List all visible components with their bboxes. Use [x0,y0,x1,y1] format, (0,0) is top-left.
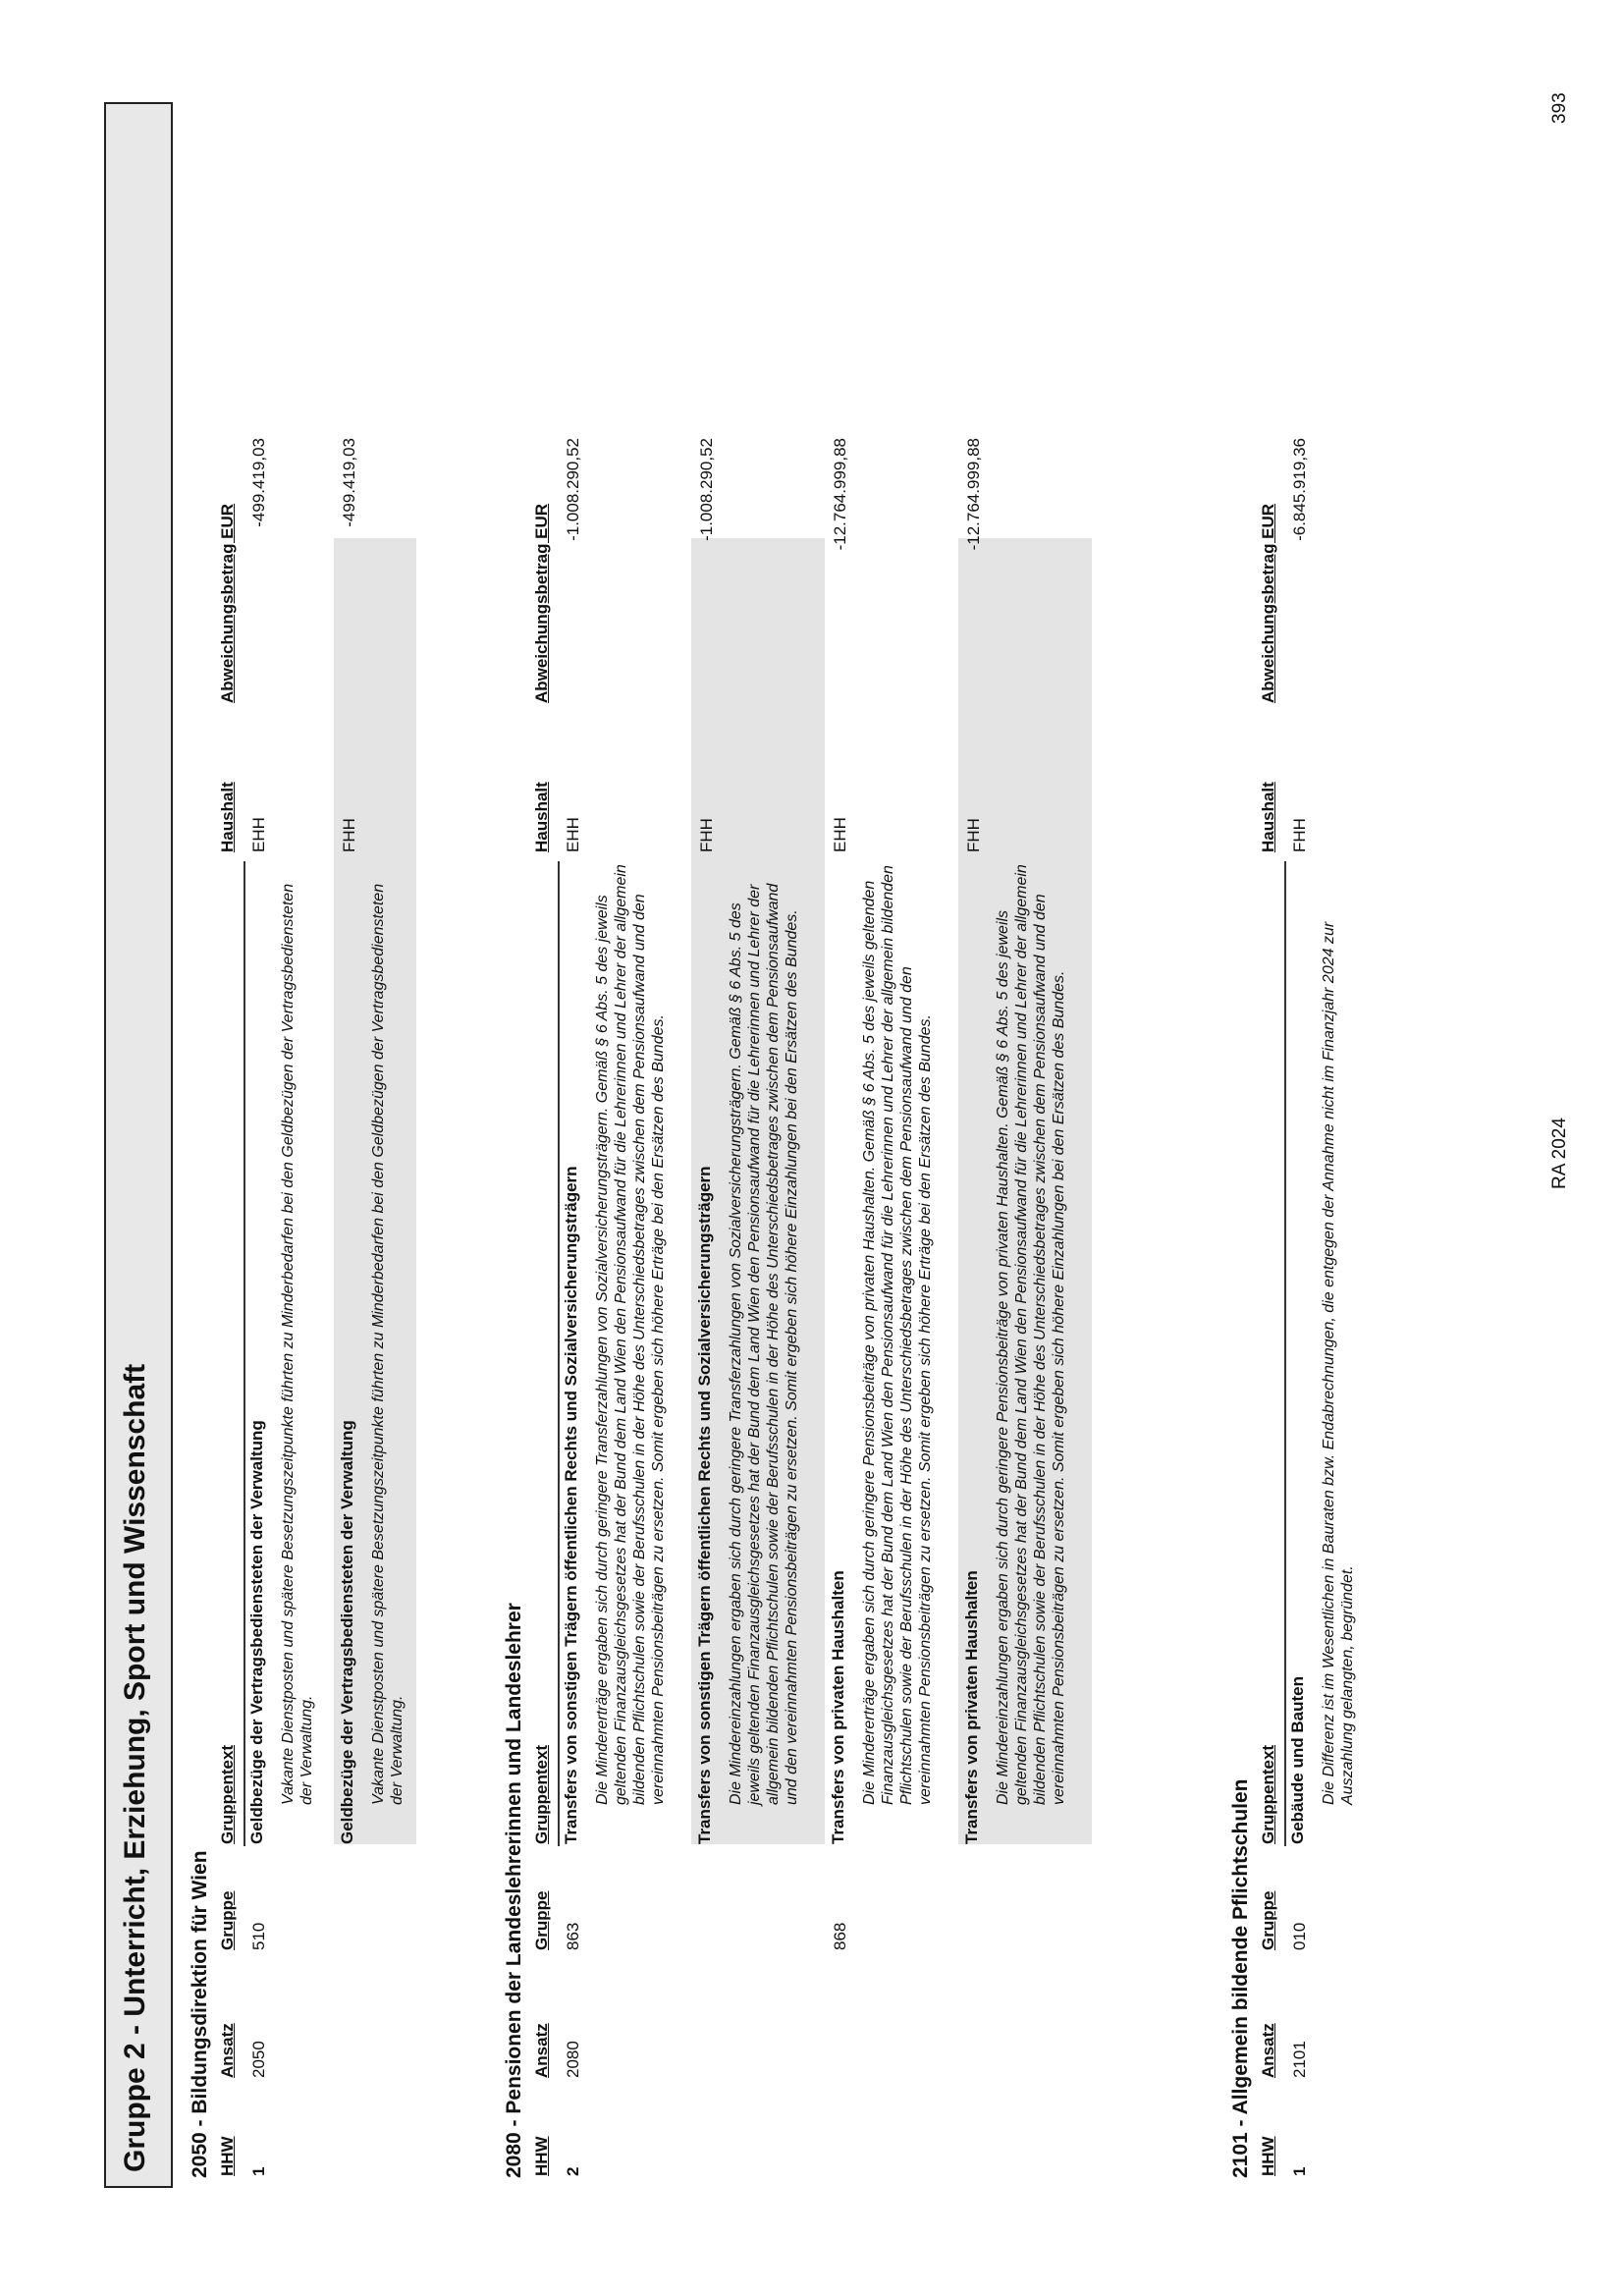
col-hhw: HHW [218,2136,237,2176]
row-text: Die Mindereinzahlungen ergaben sich durch geringere Pensionsbeiträge von privaten Haushalten. Gemäß § 6 Abs. 5 des jeweils geltenden Finanzausgleichsgesetzes hat der Bund dem Land Wien den Pensionsaufwand für die Lehrerinnen und Lehrer der allgemein bildenden Pflichtschulen sowie der Berufsschulen in der Höhe des Unterschiedsbetrages zwischen dem Pensionsaufwand und den vereinnahmten Pensionsbeiträgen zu ersetzen. Somit ergeben sich höhere Einzahlungen bei den Ersätzen des Bundes. [995,864,1067,1805]
row-title: Transfers von privaten Haushalten [962,1570,981,1844]
col-hhw: HHW [532,2136,551,2176]
row-title: Transfers von sonstigen Trägern öffentlichen Rechts und Sozialversicherungsträgern [562,1166,580,1844]
haushalt-value: FHH [697,818,716,852]
column-header-row [528,106,558,2188]
column-header-row [1255,106,1284,2188]
haushalt-value: FHH [964,818,983,852]
table-row [334,438,416,1844]
haushalt-value: EHH [831,817,849,852]
col-ansatz: Ansatz [532,2023,551,2078]
gruppe-value: 010 [1290,1922,1309,1950]
col-gruppentext: Gruppentext [532,1744,551,1844]
betrag-value: -1.008.290,52 [697,438,716,541]
column-header-row [214,106,244,2188]
hhw-value: 2 [564,2166,582,2176]
table-row [244,106,334,2188]
haushalt-value: FHH [340,818,358,852]
haushalt-value: EHH [564,817,582,852]
col-betrag: Abweichungsbetrag EUR [218,503,237,703]
col-betrag: Abweichungsbetrag EUR [1259,503,1277,703]
col-gruppe: Gruppe [1259,1890,1277,1950]
footer-label: RA 2024 [1549,1118,1570,1189]
row-text: Die Mindereinzahlungen ergaben sich durch geringere Transferzahlungen von Sozialversicherungsträgern. Gemäß § 6 Abs. 5 des jeweils geltenden Finanzausgleichsgesetzes hat der Bund dem Land Wien den Pensionsaufwand für die Lehrerinnen und Lehrer der allgemein bildenden Pflichtschulen sowie der Berufsschulen in der Höhe des Unterschiedsbetrages zwischen dem Pensionsaufwand und den vereinnahmten Pensionsbeiträgen zu ersetzen. Somit ergeben sich höhere Einzahlungen bei den Ersätzen des Bundes. [728,883,800,1805]
page-number: 393 [1549,92,1570,124]
col-gruppentext: Gruppentext [1259,1744,1277,1844]
section-title: 2101 - Allgemein bildende Pflichtschulen [1229,1778,1252,2178]
haushalt-value: FHH [1290,818,1309,852]
table-row [691,438,825,1844]
betrag-value: -12.764.999,88 [964,438,983,551]
col-betrag: Abweichungsbetrag EUR [532,503,551,703]
col-gruppe: Gruppe [218,1890,237,1950]
betrag-value: -499.419,03 [249,438,268,527]
table-row [825,106,958,2188]
section-title: 2080 - Pensionen der Landeslehrerinnen und Landeslehrer [503,1603,525,2178]
col-haushalt: Haushalt [532,782,551,852]
col-ansatz: Ansatz [1259,2023,1277,2078]
betrag-value: -1.008.290,52 [564,438,582,541]
section-2101 [1227,106,1375,2188]
col-gruppentext: Gruppentext [218,1744,237,1844]
section-title: 2050 - Bildungsdirektion für Wien [189,1850,211,2178]
ansatz-value: 2050 [249,2041,268,2078]
gruppe-value: 510 [249,1922,268,1950]
table-row [1284,106,1375,2188]
row-text: Die Mindererträge ergaben sich durch geringere Transferzahlungen von Sozialversicherungsträgern. Gemäß § 6 Abs. 5 des jeweils geltenden Finanzausgleichsgesetzes hat der Bund dem Land Wien den Pensionsaufwand für die Lehrerinnen und Lehrer der allgemein bildenden Pflichtschulen sowie der Berufsschulen in der Höhe des Unterschiedsbetrages zwischen dem Pensionsaufwand und den vereinnahmten Pensionsbeiträgen zu ersetzen. Somit ergeben sich höhere Erträge bei den Ersätzen des Bundes. [594,864,667,1805]
hhw-value: 1 [1290,2166,1309,2176]
row-title: Geldbezüge der Vertragsbediensteten der Verwaltung [247,1420,266,1844]
ansatz-value: 2101 [1290,2041,1309,2078]
col-haushalt: Haushalt [218,782,237,852]
row-title: Gebäude und Bauten [1288,1676,1307,1844]
haushalt-value: EHH [249,817,268,852]
col-gruppe: Gruppe [532,1890,551,1950]
gruppe-value: 868 [831,1922,849,1950]
betrag-value: -12.764.999,88 [831,438,849,551]
row-text: Die Mindererträge ergaben sich durch geringere Pensionsbeiträge von privaten Haushalten. Gemäß § 6 Abs. 5 des jeweils geltenden Finanzausgleichsgesetzes hat der Bund dem Land Wien den Pensionsaufwand für die Lehrerinnen und Lehrer der allgemein bildenden Pflichtschulen sowie der Berufsschulen in der Höhe des Unterschiedsbetrages zwischen dem Pensionsaufwand und den vereinnahmten Pensionsbeiträgen zu ersetzen. Somit ergeben sich höhere Erträge bei den Ersätzen des Bundes. [861,865,934,1805]
table-row [958,438,1092,1844]
col-ansatz: Ansatz [218,2023,237,2078]
table-row [558,106,691,2188]
row-text: Vakante Dienstposten und spätere Besetzungszeitpunkte führten zu Minderbedarfen bei den Geldbezügen der Vertragsbediensteten der Verwaltung. [280,883,315,1805]
gruppe-value: 863 [564,1922,582,1950]
row-title: Transfers von sonstigen Trägern öffentlichen Rechts und Sozialversicherungsträgern [695,1166,714,1844]
row-title: Transfers von privaten Haushalten [829,1570,847,1844]
section-2080 [501,106,1092,2188]
row-text: Vakante Dienstposten und spätere Besetzungszeitpunkte führten zu Minderbedarfen bei den Geldbezügen der Vertragsbediensteten der Verwaltung. [370,883,406,1805]
row-title: Geldbezüge der Vertragsbediensteten der Verwaltung [338,1420,356,1844]
col-haushalt: Haushalt [1259,782,1277,852]
col-hhw: HHW [1259,2136,1277,2176]
row-text: Die Differenz ist im Wesentlichen in Bauraten bzw. Endabrechnungen, die entgegen der Annahme nicht im Finanzjahr 2024 zur Auszahlung gelangten, begründet. [1321,921,1356,1805]
ansatz-value: 2080 [564,2041,582,2078]
section-2050 [187,106,416,2188]
betrag-value: -499.419,03 [340,438,358,527]
group-title: Gruppe 2 - Unterricht, Erziehung, Sport und Wissenschaft [104,102,173,2188]
hhw-value: 1 [249,2166,268,2176]
betrag-value: -6.845.919,36 [1290,438,1309,541]
